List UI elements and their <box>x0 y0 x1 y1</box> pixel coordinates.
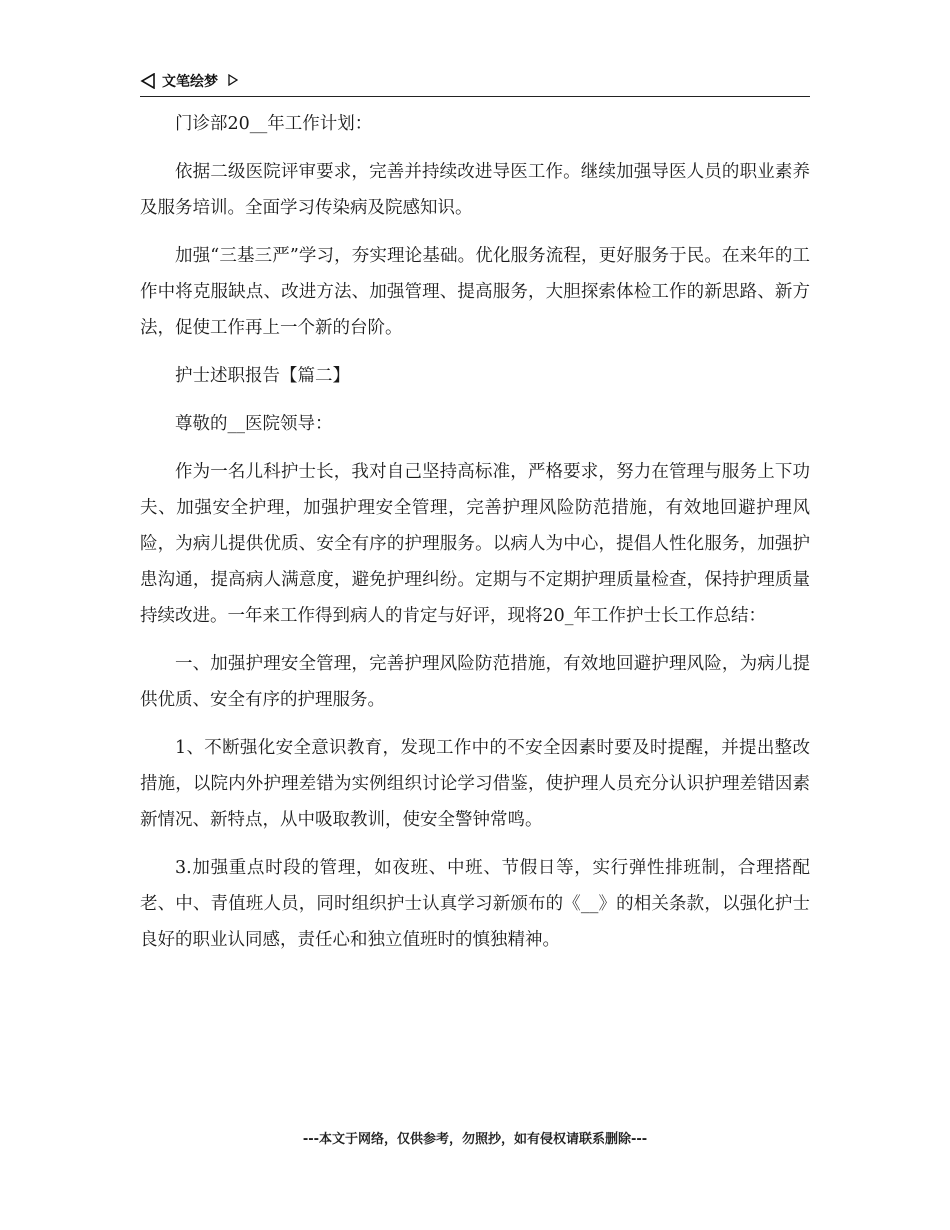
paragraph: 作为一名儿科护士长，我对自己坚持高标准，严格要求，努力在管理与服务上下功夫、加强安全护理，加强护理安全管理，完善护理风险防范措施，有效地回避护理风险，为病儿提供优质、安全有序的护理服务。以病人为中心，提倡人性化服务，加强护患沟通，提高病人满意度，避免护理纠纷。定期与不定期护理质量检查，保持护理质量持续改进。一年来工作得到病人的肯定与好评，现将20_年工作护士长工作总结： <box>140 462 810 626</box>
triangle-right-icon <box>228 74 238 86</box>
paragraph: 1、不断强化安全意识教育，发现工作中的不安全因素时要及时提醒，并提出整改措施，以院内外护理差错为实例组织讨论学习借鉴，使护理人员充分认识护理差错因素新情况、新特点，从中吸取教训，使安全警钟常鸣。 <box>140 738 810 830</box>
header-brand: 文笔绘梦 <box>162 74 218 90</box>
paragraph: 加强“三基三严”学习，夯实理论基础。优化服务流程，更好服务于民。在来年的工作中将克服缺点、改进方法、加强管理、提高服务，大胆探索体检工作的新思路、新方法，促使工作再上一个新的台阶。 <box>140 246 810 338</box>
paragraph: 依据二级医院评审要求，完善并持续改进导医工作。继续加强导医人员的职业素养及服务培训。全面学习传染病及院感知识。 <box>140 162 810 218</box>
triangle-left-icon <box>140 73 156 89</box>
page-header <box>140 70 810 97</box>
paragraph-title: 门诊部20__年工作计划： <box>175 114 373 134</box>
section-heading: 护士述职报告【篇二】 <box>175 366 350 386</box>
paragraph: 3.加强重点时段的管理，如夜班、中班、节假日等，实行弹性排班制，合理搭配老、中、青值班人员，同时组织护士认真学习新颁布的《__》的相关条款，以强化护士良好的职业认同感，责任心和独立值班时的慎独精神。 <box>140 858 810 950</box>
paragraph: 一、加强护理安全管理，完善护理风险防范措施，有效地回避护理风险，为病儿提供优质、安全有序的护理服务。 <box>140 654 810 710</box>
page-footer: ---本文于网络，仅供参考，勿照抄，如有侵权请联系删除--- <box>302 1132 648 1147</box>
document-body <box>140 106 810 970</box>
salutation: 尊敬的__医院领导： <box>175 414 333 434</box>
